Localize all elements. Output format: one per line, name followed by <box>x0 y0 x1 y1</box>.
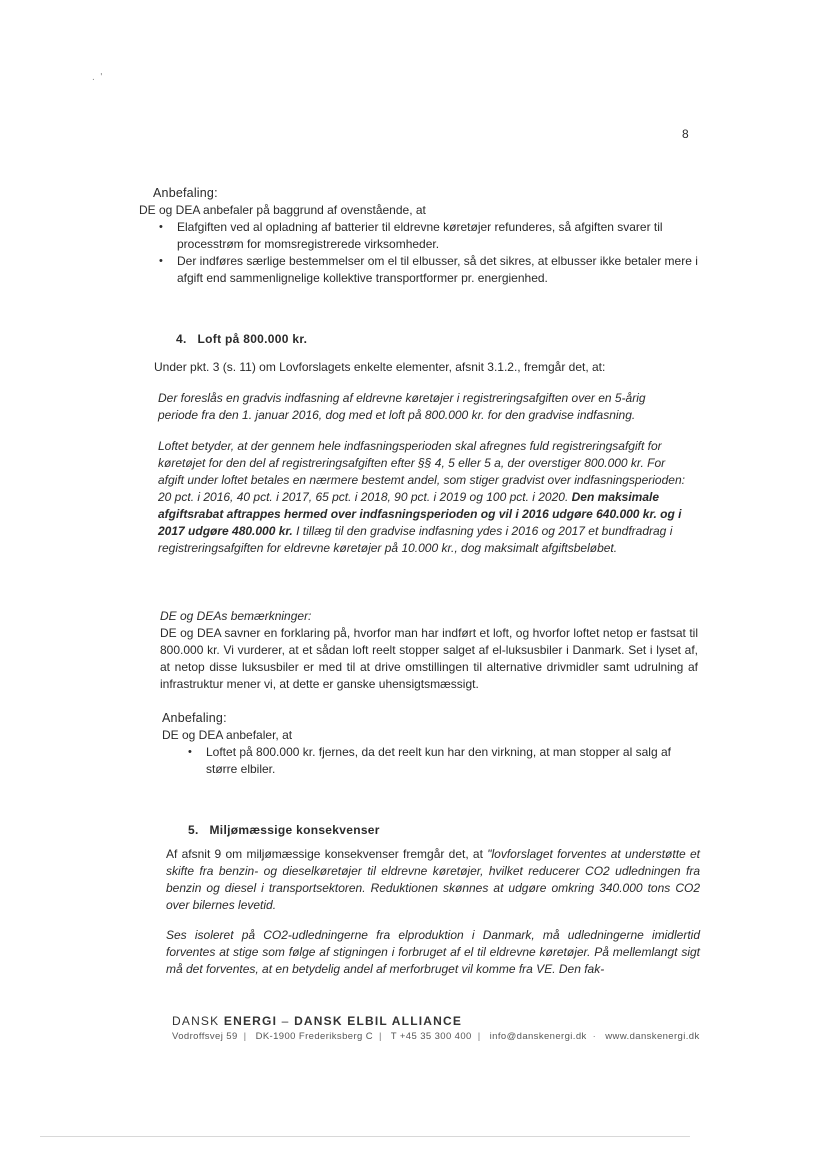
recommendation-section <box>139 185 698 287</box>
recommendation-section <box>162 710 702 778</box>
remarks-body: DE og DEA savner en forklaring på, hvorfor man har indført et loft, og hvorfor loftet netop er fastsat til 800.000 kr. Vi vurderer, at et sådan loft reelt stopper salget af el-luksusbiler i Danmark. Set i lyset af, at netop disse luksusbiler er med til at drive omstillingen til alternative drivmidler samt udrulning af infrastruktur mener vi, at dette er ganske uhensigtsmæssigt. <box>160 626 698 691</box>
footer-city: DK-1900 Frederiksberg C <box>255 1031 374 1042</box>
recommendation-intro: DE og DEA anbefaler, at <box>162 728 293 742</box>
footer-email: info@danskenergi.dk <box>489 1031 587 1042</box>
section-number: 5. <box>188 823 199 837</box>
quote-text: "lovforslaget forventes at understøtte et skifte fra benzin- og dieselkøretøjer til eldrevne køretøjer, hvilket reducerer CO2 udledningen fra benzin og diesel i transportsektoren. Reduktionen skønnes at udgøre omkring 340.000 tons CO2 over bilernes levetid. <box>166 847 700 912</box>
recommendation-list <box>153 219 698 287</box>
section-4-heading <box>176 331 307 348</box>
section-5-heading <box>188 822 380 839</box>
brand-dash: – <box>277 1014 295 1028</box>
quote-text: I tillæg til den gradvise indfasning ydes i 2016 og 2017 et bundfradrag i registreringsafgiften for eldrevne køretøjer på 10.000 kr., dog maksimalt afgiftsbeløbet. <box>158 524 673 555</box>
brand-prefix: DANSK <box>172 1014 220 1028</box>
recommendation-list <box>182 744 702 778</box>
section-5-paragraph <box>166 846 700 914</box>
quote-paragraph: Der foreslås en gradvis indfasning af eldrevne køretøjer i registreringsafgiften over en 5-årig periode fra den 1. januar 2016, dog med et loft på 800.000 kr. for den gradvise indfasning. <box>158 391 646 422</box>
footer-web: www.danskenergi.dk <box>605 1031 700 1042</box>
section-title: Miljømæssige konsekvenser <box>209 823 380 837</box>
quote-emphasis: Den maksimale afgiftsrabat aftrappes hermed over indfasningsperioden og vil i 2016 udgøre 640.000 kr. og i 2017 udgøre 480.000 kr. <box>158 490 682 538</box>
section-title: Loft på 800.000 kr. <box>197 332 308 346</box>
brand-energi: ENERGI <box>223 1014 278 1028</box>
section-number: 4. <box>176 332 187 346</box>
section-5-paragraph: Ses isoleret på CO2-udledningerne fra elproduktion i Danmark, må udledningerne imidlertid forventes at stige som følge af stigningen i forbruget af el til eldrevne køretøjer. På mellemlangt sigt må det forventes, at en betydelig andel af merforbruget vil komme fra VE. Den fak- <box>166 928 700 976</box>
quote-text: Loftet betyder, at der gennem hele indfasningsperioden skal afregnes fuld registreringsafgift for køretøjet for den del af registreringsafgiften efter §§ 4, 5 eller 5 a, der overstiger 800.000 kr. For afgift under loftet betales en nærmere bestemt andel, som stiger gradvist over indfasningsperioden: 20 pct. i 2016, 40 pct. i 2017, 65 pct. i 2018, 90 pct. i 2019 og 100 pct. i 2020. <box>158 439 685 504</box>
remarks-heading: DE og DEAs bemærkninger: <box>160 609 312 623</box>
brand-suffix: DANSK ELBIL ALLIANCE <box>294 1014 463 1028</box>
footer-phone: T +45 35 300 400 <box>390 1031 472 1042</box>
quote-paragraph <box>158 438 692 557</box>
list-item: • Der indføres særlige bestemmelser om el til elbusser, så det sikres, at elbusser ikke betaler mere i afgift end sammenlignelige kollektive transportformer pr. energienhed. <box>153 253 698 287</box>
recommendation-heading: Anbefaling: <box>162 711 227 725</box>
recommendation-heading: Anbefaling: <box>153 186 218 200</box>
footer-brand <box>172 1014 462 1028</box>
list-item: • Elafgiften ved al opladning af batterier til eldrevne køretøjer refunderes, så afgiften svarer til processtrøm for momsregistrerede virksomheder. <box>153 219 698 253</box>
footer-contact: Vodroffsvej 59 | DK-1900 Frederiksberg C | T +45 35 300 400 | info@danskenergi.dk · www.danskenergi.dk <box>172 1031 700 1042</box>
remarks-section <box>160 608 698 693</box>
scan-edge-line <box>40 1136 690 1137</box>
scan-mark: . ' <box>92 72 103 83</box>
list-item: • Loftet på 800.000 kr. fjernes, da det reelt kun har den virkning, at man stopper al salg af større elbiler. <box>182 744 702 778</box>
footer-address: Vodroffsvej 59 <box>172 1031 238 1042</box>
page-number: 8 <box>682 127 689 141</box>
section-4-intro: Under pkt. 3 (s. 11) om Lovforslagets enkelte elementer, afsnit 3.1.2., fremgår det, at: <box>154 360 606 374</box>
paragraph-text: Af afsnit 9 om miljømæssige konsekvenser fremgår det, at <box>166 847 488 861</box>
recommendation-intro: DE og DEA anbefaler på baggrund af ovenstående, at <box>139 203 426 217</box>
